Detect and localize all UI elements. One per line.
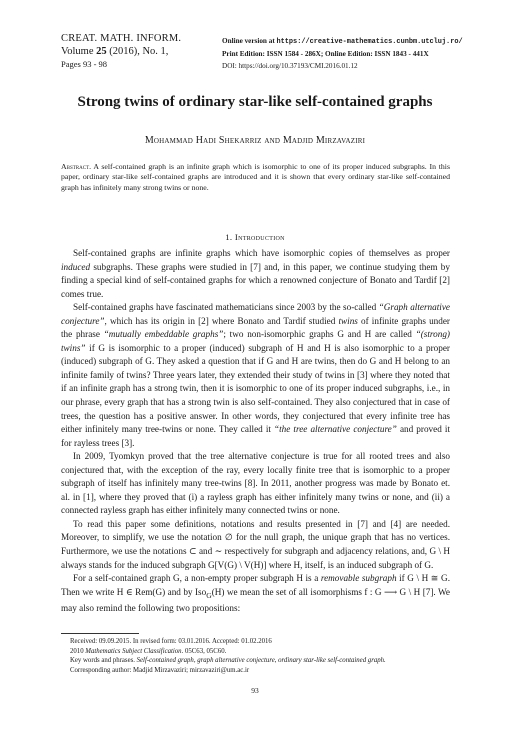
volume-info: Volume 25 (2016), No. 1, [61, 46, 169, 57]
received-dates: Received: 09.09.2015. In revised form: 03.01.2016. Accepted: 01.02.2016 [70, 638, 272, 645]
journal-name: CREAT. MATH. INFORM. [61, 33, 182, 44]
footnote-rule [61, 633, 139, 634]
abstract-label: Abstract. [61, 162, 92, 171]
paragraph-3: In 2009, Tyomkyn proved that the tree alternative conjecture is true for all rooted trees and also conjectured that, with the exception of the ray, every locally finite tree that is isomorphic to a proper subgraph of itself has infinitely many tree-twins [8]. In 2011, another progress was made by Bonato et. al. in [1], where they proved that (i) a rayless graph has either infinitely many twins or none, and (ii) a connected rayless graph has either infinitely many connected twins or none. [61, 451, 450, 516]
authors: Mohammad Hadi Shekarriz and Madjid Mirzavaziri [144, 135, 366, 146]
abstract [61, 162, 450, 193]
corresponding-author: Corresponding author: Madjid Mirzavaziri; mirzavaziri@um.ac.ir [70, 666, 250, 674]
paragraph-2: Self-contained graphs have fascinated mathematicians since 2003 by the so-called “Graph alternative conjecture”, which has its origin in [2] where Bonato and Tardif studied twins of infinite graphs under the phrase “mutually embeddable graphs”; two non-isomorphic graphs G and H are called “(strong) twins” if G is isomorphic to a proper (induced) subgraph of H and H is also isomorphic to a proper (induced) subgraph of G. They asked a question that if G and H are twins, then do G and H belong to an infinite family of twins? Three years later, they extended their study of twins in [3] where they noted that if an infinite graph has a strong twin, then it is isomorphic to one of its proper induced subgraphs, i.e., in our phrase, every graph that has a strong twin is also self-contained. They also conjectured that in case of trees, the question has a positive answer. In other words, they conjectured that every infinite tree has either infinitely many tree-twins or none. They called it “the tree alternative conjecture” and proved it for rayless trees [3]. [61, 302, 450, 448]
keywords: Key words and phrases. Self-contained graph, graph alternative conjecture, ordinary star-like self-contained graph. [70, 657, 386, 665]
paragraph-4: To read this paper some definitions, notations and results presented in [7] and [4] are needed. Moreover, to simplify, we use the notation ∅ for the null graph, the unique graph that has no vertices. Furthermore, we use the notations ⊂ and ∼ respectively for subgraph and adjacency relations, and, G \ H always stands for the induced subgraph G[V(G) \ V(H)] where H, itself, is an induced subgraph of G. [61, 518, 450, 570]
paragraph-5: For a self-contained graph G, a non-empty proper subgraph H is a removable subgraph if G \ H ≅ G. Then we write H ∈ Rem(G) and by Iso$_G$(H) we mean the set of all isomorphisms f : G ⟶ G \ H [7]. We may also remind the following two propositions: [61, 573, 450, 614]
page-range: Pages 93 - 98 [61, 59, 108, 69]
section-heading: 1. Introduction [225, 232, 285, 242]
abstract-text: A self-contained graph is an infinite graph which is isomorphic to one of its proper induced subgraphs. In this paper, ordinary star-like self-contained graphs are introduced and it is shown that every ordinary star-like self-contained graph has infinitely many strong twins or none. [61, 162, 450, 192]
print-edition: Print Edition: ISSN 1584 - 286X; Online Edition: ISSN 1843 - 441X [222, 50, 429, 58]
online-url-link[interactable]: https://creative-mathematics.cunbm.utcluj.ro/ [276, 38, 463, 46]
page-number: 93 [251, 686, 259, 695]
volume-number: 25 [96, 46, 107, 57]
paragraph-1: Self-contained graphs are infinite graphs which have isomorphic copies of themselves as proper induced subgraphs. These graphs were studied in [7] and, in this paper, we continue studying them by finding a special kind of self-contained graphs for which a renowned conjecture of Bonato and Tardif [2] comes true. [61, 248, 450, 299]
journal-header [61, 32, 181, 71]
doi-link[interactable]: DOI: https://doi.org/10.37193/CMI.2016.01.12 [222, 62, 358, 70]
footnotes [61, 637, 461, 675]
publication-info [222, 35, 492, 72]
paper-title: Strong twins of ordinary star-like self-contained graphs [77, 94, 433, 110]
msc-classification: 2010 Mathematics Subject Classification. 05C63, 05C60. [70, 647, 227, 655]
body-text [61, 247, 450, 616]
online-version: Online version at https://creative-mathematics.cunbm.utcluj.ro/ [222, 37, 463, 46]
